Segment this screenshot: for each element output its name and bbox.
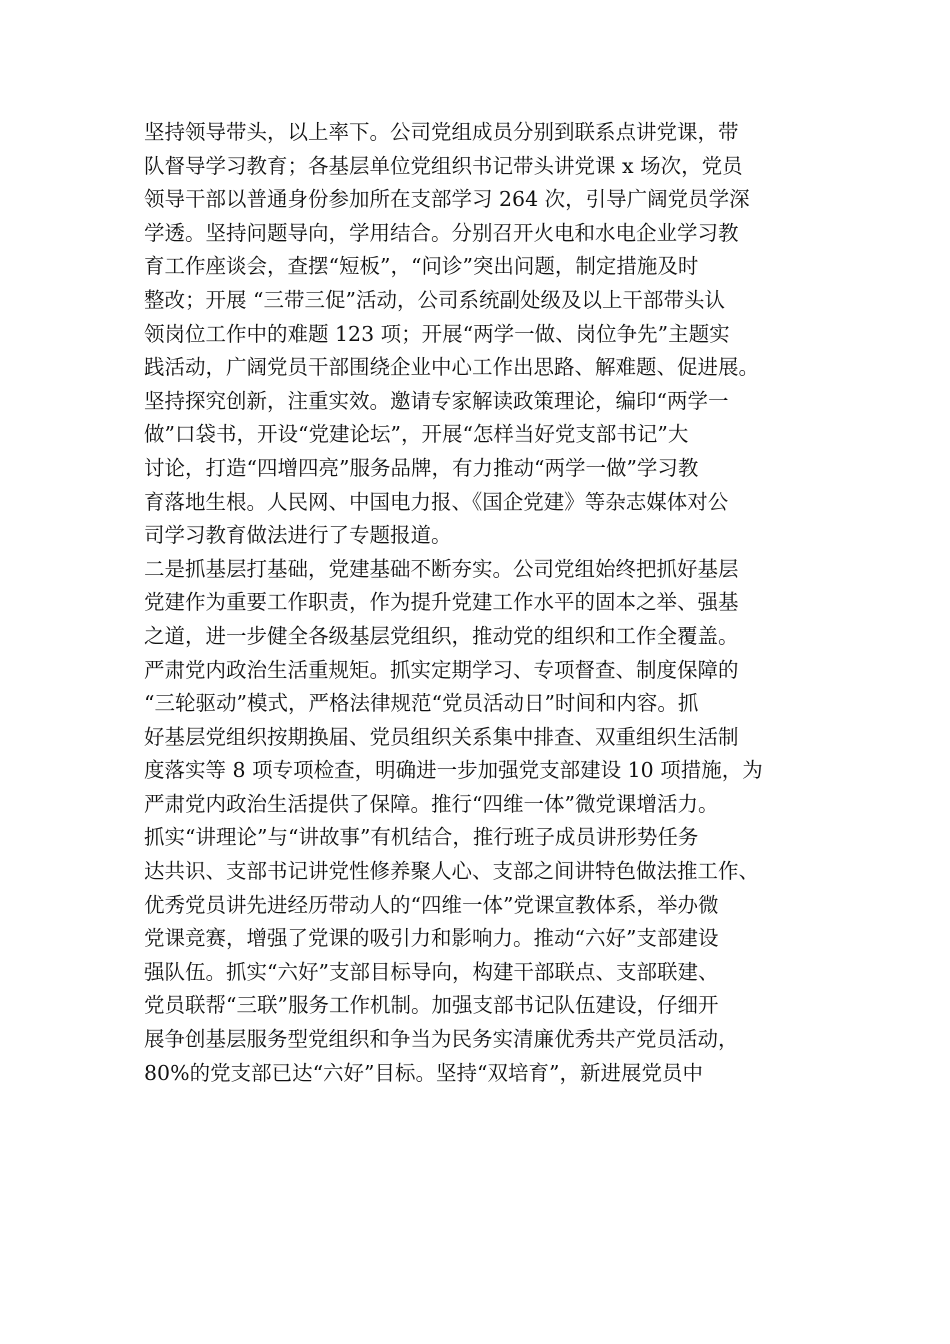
text-line: 坚持探究创新，注重实效。邀请专家解读政策理论，编印“两学一: [144, 388, 729, 413]
text-line: 育工作座谈会，查摆“短板”，“问诊”突出问题，制定措施及时: [144, 254, 699, 279]
text-line: 党员联帮“三联”服务工作机制。加强支部书记队伍建设，仔细开: [144, 993, 719, 1018]
text-line: 讨论，打造“四增四亮”服务品牌，有力推动“两学一做”学习教: [144, 455, 699, 480]
text-line: 好基层党组织按期换届、党员组织关系集中排查、双重组织生活制: [144, 724, 739, 749]
text-line: 达共识、支部书记讲党性修养聚人心、支部之间讲特色做法推工作、: [144, 859, 759, 884]
text-line: 80%的党支部已达“六好”目标。坚持“双培育”，新进展党员中: [144, 1060, 703, 1085]
text-line: 党建作为重要工作职责，作为提升党建工作水平的固本之举、强基: [144, 590, 739, 615]
text-line: 坚持领导带头，以上率下。公司党组成员分别到联系点讲党课，带: [144, 120, 739, 144]
text-line: 整改；开展 “三带三促”活动，公司系统副处级及以上干部带头认: [144, 287, 725, 312]
text-line: 领导干部以普通身份参加所在支部学习 264 次，引导广阔党员学深: [144, 187, 750, 212]
text-line: 抓实“讲理论”与“讲故事”有机结合，推行班子成员讲形势任务: [144, 825, 699, 850]
text-line: 严肃党内政治生活重规矩。抓实定期学习、专项督查、制度保障的: [144, 657, 739, 682]
text-line: 度落实等 8 项专项检查，明确进一步加强党支部建设 10 项措施，为: [144, 758, 763, 783]
text-line: 之道，进一步健全各级基层党组织，推动党的组织和工作全覆盖。: [144, 623, 739, 648]
text-line: 优秀党员讲先进经历带动人的“四维一体”党课宣教体系，举办微: [144, 892, 719, 917]
text-line: 领岗位工作中的难题 123 项；开展“两学一做、岗位争先”主题实: [144, 321, 730, 346]
text-line: 做”口袋书，开设“党建论坛”，开展“怎样当好党支部书记”大: [144, 422, 689, 447]
text-line: 司学习教育做法进行了专题报道。: [144, 523, 452, 548]
body-text: [144, 116, 834, 1090]
text-line: 二是抓基层打基础，党建基础不断夯实。公司党组始终把抓好基层: [144, 556, 739, 581]
text-line: 践活动，广阔党员干部围绕企业中心工作出思路、解难题、促进展。: [144, 355, 759, 380]
text-line: 育落地生根。人民网、中国电力报、《国企党建》等杂志媒体对公: [144, 489, 729, 514]
text-line: “三轮驱动”模式，严格法律规范“党员活动日”时间和内容。抓: [144, 691, 699, 716]
text-line: 队督导学习教育；各基层单位党组织书记带头讲党课 x 场次，党员: [144, 153, 743, 178]
text-line: 学透。坚持问题导向，学用结合。分别召开火电和水电企业学习教: [144, 220, 739, 245]
text-line: 党课竞赛，增强了党课的吸引力和影响力。推动“六好”支部建设: [144, 926, 719, 951]
text-line: 严肃党内政治生活提供了保障。推行“四维一体”微党课增活力。: [144, 791, 719, 816]
text-line: 强队伍。抓实“六好”支部目标导向，构建干部联点、支部联建、: [144, 959, 719, 984]
text-line: 展争创基层服务型党组织和争当为民务实清廉优秀共产党员活动，: [144, 1027, 739, 1052]
